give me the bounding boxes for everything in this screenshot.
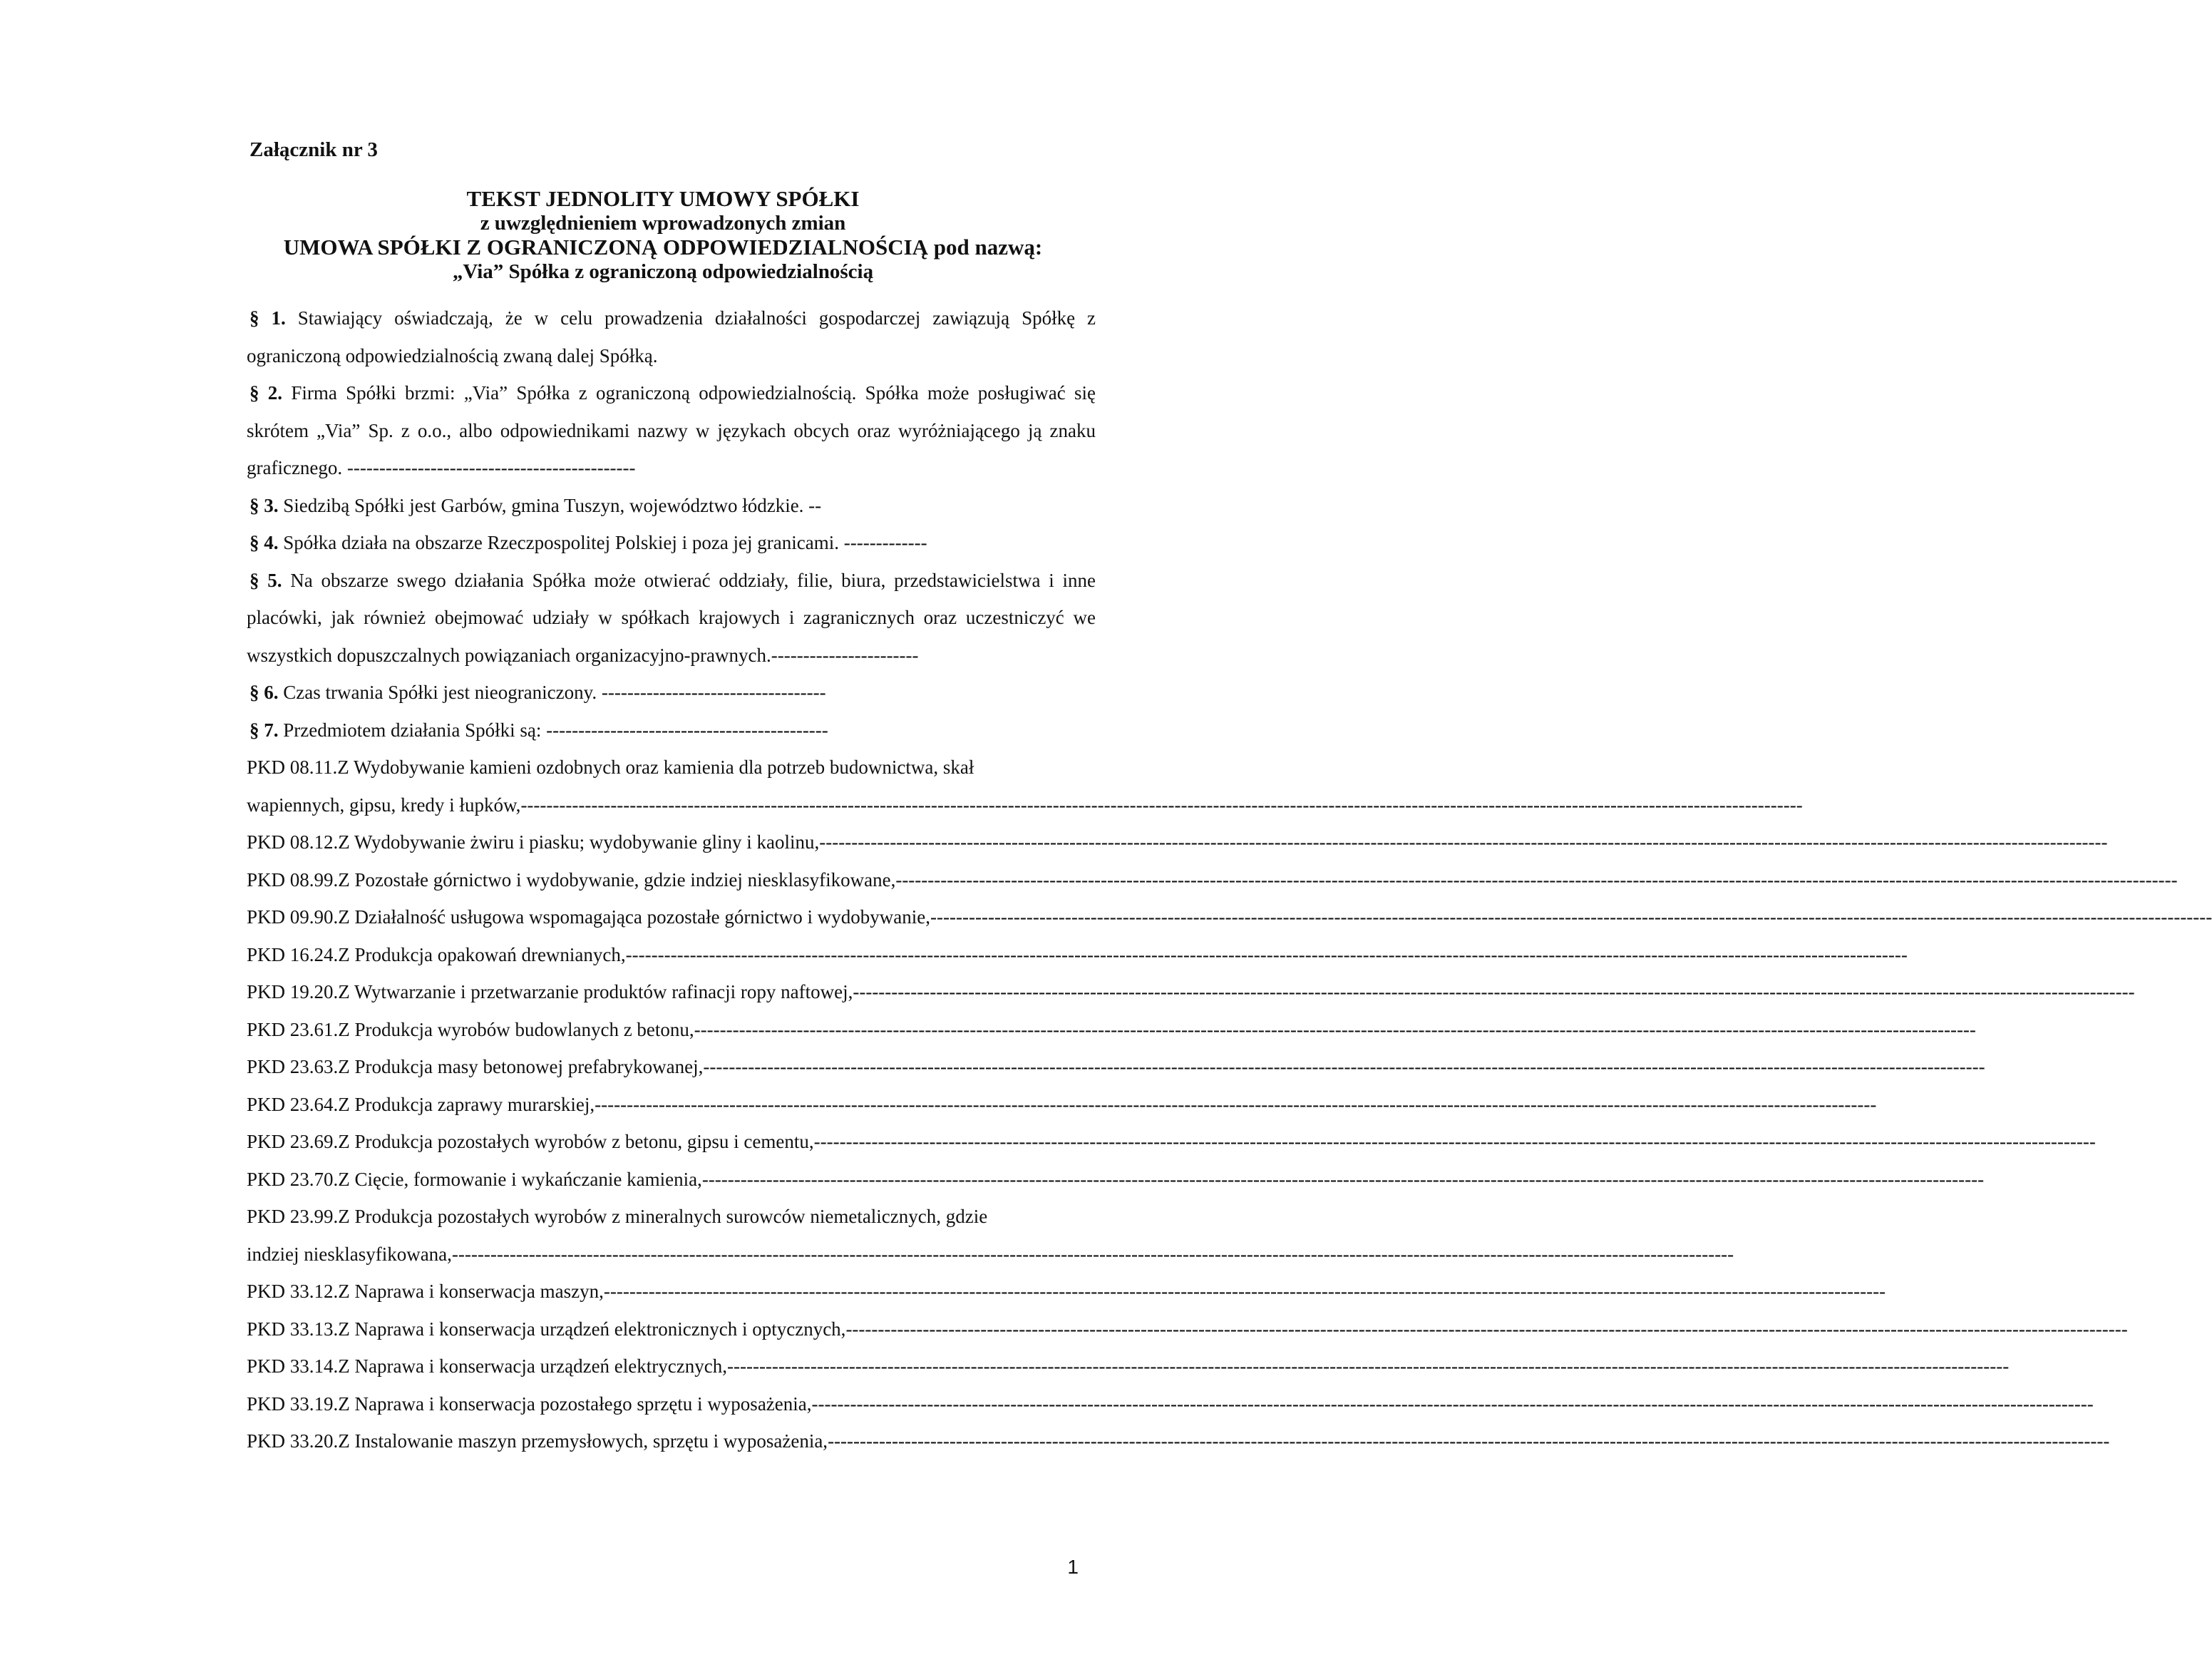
pkd-item	[247, 1161, 1985, 1199]
dash-filler: --------------------------------------------------------------------------------------------------------------------------------------------------------------------------------------------------------	[603, 1281, 1886, 1302]
section-3	[247, 487, 1096, 525]
pkd-item	[247, 1048, 1985, 1086]
pkd-text: PKD 19.20.Z Wytwarzanie i przetwarzanie produktów rafinacji ropy naftowej,	[247, 981, 853, 1002]
pkd-text: PKD 33.19.Z Naprawa i konserwacja pozostałego sprzętu i wyposażenia,	[247, 1392, 812, 1415]
dash-filler: --------------------------------------------------------------------------------------------------------------------------------------------------------------------------------------------------------	[813, 1131, 2096, 1152]
section-1	[247, 299, 1096, 374]
pkd-line	[247, 1236, 1734, 1273]
pkd-text: PKD 08.12.Z Wydobywanie żwiru i piasku; wydobywanie gliny i kaolinu,-	[247, 831, 826, 853]
dash-filler: --------------------------------------------------------------------------------------------------------------------------------------------------------------------------------------------------------	[703, 1056, 1985, 1077]
section-2	[247, 374, 1096, 487]
page-number: 1	[1067, 1556, 1079, 1578]
document-body	[247, 299, 2212, 1460]
section-text: Stawiający oświadczają, że w celu prowadzenia działalności gospodarczej zawiązują Spółkę z ograniczoną odpowiedzialnością zwaną dalej Spółką.	[247, 307, 1096, 366]
pkd-text: PKD 23.61.Z Produkcja wyrobów budowlanych z betonu,	[247, 1018, 694, 1040]
dash-filler: --------------------------------------------------------------------------------------------------------------------------------------------------------------------------------------------------------	[625, 943, 1908, 965]
pkd-text: PKD 16.24.Z Produkcja opakowań drewnianych,	[247, 943, 626, 965]
section-number: § 6.	[250, 682, 279, 703]
dash-filler: --------------------------------------------------------------------------------------------------------------------------------------------------------------------------------------------------------	[895, 868, 2178, 891]
dash-filler: --------------------------------------------------------------------------------------------------------------------------------------------------------------------------------------------------------	[595, 1093, 1877, 1115]
section-number: § 1.	[250, 307, 286, 329]
pkd-item	[247, 1348, 2010, 1385]
section-text: Spółka działa na obszarze Rzeczpospolitej Polskiej i poza jej granicami. -------------	[283, 532, 927, 553]
pkd-item	[247, 1310, 2128, 1348]
dash-filler: --------------------------------------------------------------------------------------------------------------------------------------------------------------------------------------------------------	[930, 906, 2212, 928]
annex-label: Załącznik nr 3	[250, 138, 378, 161]
dash-filler: --------------------------------------------------------------------------------------------------------------------------------------------------------------------------------------------------------	[811, 1392, 2094, 1415]
pkd-text: wapiennych, gipsu, kredy i łupków,	[247, 794, 521, 816]
pkd-text: PKD 09.90.Z Działalność usługowa wspomagająca pozostałe górnictwo i wydobywanie,	[247, 906, 931, 928]
section-7	[247, 712, 1096, 749]
section-number: § 2.	[250, 382, 283, 404]
dash-filler: --------------------------------------------------------------------------------------------------------------------------------------------------------------------------------------------------------	[845, 1318, 2128, 1340]
pkd-item	[247, 936, 1908, 974]
section-number: § 3.	[250, 494, 279, 516]
pkd-text: PKD 23.70.Z Cięcie, formowanie i wykańczanie kamienia,	[247, 1168, 702, 1190]
pkd-list	[247, 749, 2212, 1460]
pkd-item	[247, 1198, 1734, 1273]
section-text: Przedmiotem działania Spółki są: --------------------------------------------	[283, 719, 828, 741]
section-text: Czas trwania Spółki jest nieograniczony. -----------------------------------	[283, 682, 826, 703]
pkd-text: PKD 33.14.Z Naprawa i konserwacja urządzeń elektrycznych,	[247, 1355, 727, 1377]
dash-filler: --------------------------------------------------------------------------------------------------------------------------------------------------------------------------------------------------------	[825, 831, 2108, 853]
pkd-text: PKD 23.69.Z Produkcja pozostałych wyrobów z betonu, gipsu i cementu,	[247, 1131, 814, 1152]
pkd-item	[247, 749, 1803, 824]
dash-filler: --------------------------------------------------------------------------------------------------------------------------------------------------------------------------------------------------------	[828, 1430, 2110, 1452]
pkd-text: PKD 33.13.Z Naprawa i konserwacja urządzeń elektronicznych i optycznych,	[247, 1318, 846, 1340]
pkd-item	[247, 1273, 1886, 1310]
pkd-item	[247, 861, 2178, 899]
section-number: § 4.	[250, 532, 279, 553]
pkd-item	[247, 898, 2212, 936]
dash-filler: --------------------------------------------------------------------------------------------------------------------------------------------------------------------------------------------------------	[853, 981, 2135, 1002]
pkd-item	[247, 824, 2108, 861]
section-4	[247, 524, 1096, 562]
title-line-3: UMOWA SPÓŁKI Z OGRANICZONĄ ODPOWIEDZIALNOŚCIĄ pod nazwą:	[283, 235, 1043, 260]
pkd-item	[247, 1385, 2094, 1423]
pkd-text: PKD 23.64.Z Produkcja zaprawy murarskiej,	[247, 1093, 595, 1115]
section-number: § 5.	[250, 569, 282, 591]
pkd-text: PKD 23.63.Z Produkcja masy betonowej prefabrykowanej,	[247, 1056, 704, 1077]
section-text: Siedzibą Spółki jest Garbów, gmina Tuszyn, województwo łódzkie. --	[283, 494, 822, 516]
section-text: Na obszarze swego działania Spółka może otwierać oddziały, filie, biura, przedstawicielstwa i inne placówki, jak również obejmować udziały w spółkach krajowych i zagranicznych oraz uczestniczyć we wszystkich dopuszczalnych powiązaniach organizacyjno-prawnych.-----------------------	[247, 569, 1096, 666]
section-number: § 7.	[250, 719, 279, 741]
dash-filler: --------------------------------------------------------------------------------------------------------------------------------------------------------------------------------------------------------	[694, 1018, 1976, 1040]
pkd-line	[247, 786, 1803, 824]
pkd-item	[247, 973, 2135, 1011]
section-text: Firma Spółki brzmi: „Via” Spółka z ograniczoną odpowiedzialnością. Spółka może posługiwać się skrótem „Via” Sp. z o.o., albo odpowiednikami nazwy w językach obcych oraz wyróżniającego ją znaku graficznego. ---------------------------------------------	[247, 382, 1096, 478]
pkd-text: PKD 33.20.Z Instalowanie maszyn przemysłowych, sprzętu i wyposażenia,	[247, 1430, 828, 1452]
pkd-line: PKD 08.11.Z Wydobywanie kamieni ozdobnych oraz kamienia dla potrzeb budownictwa, skał	[247, 756, 974, 778]
title-block	[214, 187, 1112, 284]
pkd-item	[247, 1422, 2110, 1460]
title-line-4: „Via” Spółka z ograniczoną odpowiedzialnością	[452, 260, 874, 283]
dash-filler: --------------------------------------------------------------------------------------------------------------------------------------------------------------------------------------------------------	[701, 1168, 1985, 1190]
section-6	[247, 674, 1096, 712]
title-line-1: TEKST JEDNOLITY UMOWY SPÓŁKI	[466, 186, 860, 211]
pkd-text: PKD 33.12.Z Naprawa i konserwacja maszyn,	[247, 1281, 604, 1302]
dash-filler: --------------------------------------------------------------------------------------------------------------------------------------------------------------------------------------------------------	[451, 1243, 1734, 1265]
pkd-item	[247, 1123, 2096, 1161]
pkd-item	[247, 1086, 1877, 1124]
title-line-2: z uwzględnieniem wprowadzonych zmian	[480, 212, 846, 235]
dash-filler: --------------------------------------------------------------------------------------------------------------------------------------------------------------------------------------------------------	[520, 794, 1803, 816]
pkd-item	[247, 1011, 1976, 1049]
pkd-text: PKD 08.99.Z Pozostałe górnictwo i wydobywanie, gdzie indziej niesklasyfikowane,	[247, 868, 896, 891]
dash-filler: --------------------------------------------------------------------------------------------------------------------------------------------------------------------------------------------------------	[726, 1355, 2010, 1377]
pkd-line: PKD 23.99.Z Produkcja pozostałych wyrobów z mineralnych surowców niemetalicznych, gdzie	[247, 1206, 988, 1227]
pkd-text: indziej niesklasyfikowana,	[247, 1243, 452, 1265]
section-5	[247, 562, 1096, 675]
